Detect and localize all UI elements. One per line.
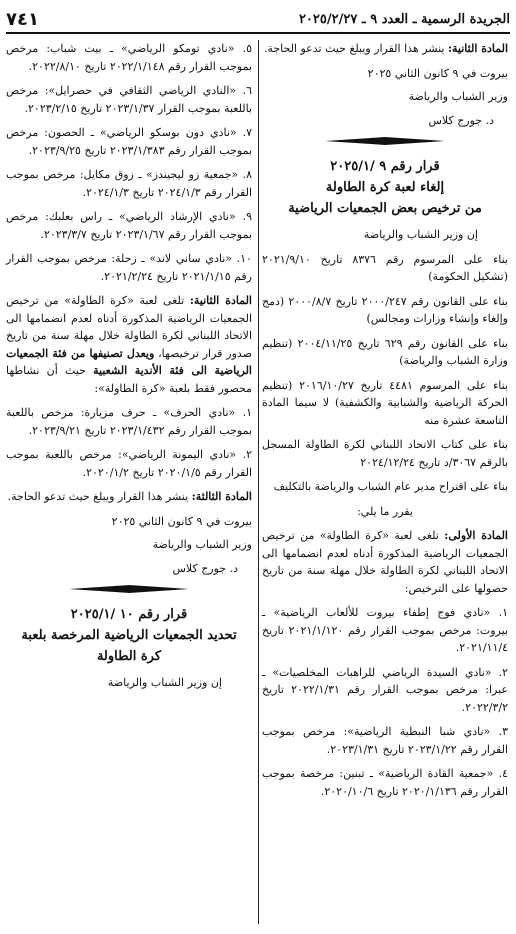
list-item: ٥. «نادي تومكو الرياضي» ـ بيت شباب: مرخص بموجب القرار رقم ٢٠٢٢/١/١٤٨ تاريخ ٢٠٢٢/٨/١٠. xyxy=(6,42,252,73)
article-2-ending: المادة الثانية: ينشر هذا القرار ويبلغ حيث تدعو الحاجة. xyxy=(263,42,508,55)
decision-title: قرار رقم ٩ /٢٠٢٥/١ xyxy=(330,159,440,174)
decision-title: قرار رقم ١٠ /٢٠٢٥/١ xyxy=(70,607,188,622)
section-divider xyxy=(6,583,252,595)
signer-title: وزير الشباب والرياضة xyxy=(408,90,508,103)
list-item: ٤. «جمعية القادة الرياضية» ـ تبنين: مرخصة بموجب القرار رقم ٢٠٢٠/١/١٣٦ تاريخ ٢٠٢٠/١٠/٦. xyxy=(262,767,508,798)
place-date: بيروت في ٩ كانون الثاني ٢٠٢٥ xyxy=(367,66,508,80)
article-3: المادة الثالثة: ينشر هذا القرار ويبلغ حيث تدعو الحاجة. xyxy=(7,490,252,503)
article-2: المادة الثانية: تلغى لعبة «كرة الطاولة» من ترخيص الجمعيات الرياضية المذكورة أدناه لعدم انضمامها الى الاتحاد اللبناني لكرة الطاولة خلال مهلة سنة من تاريخ صدور قرار ترخيصها، ويعدل تصنيفها من فئة الجمعيات الرياضية الى فئة الأندية الشعبية حيث أن نشاطها محصور فقط بلعبة «كرة الطاولة»: xyxy=(6,294,252,395)
signer-title: وزير الشباب والرياضة xyxy=(152,538,252,551)
decision-subject: تحديد الجمعيات الرياضية المرخصة بلعبة xyxy=(21,628,237,643)
recital: بناء على المرسوم رقم ٨٣٧٦ تاريخ ٢٠٢١/٩/١٠ (تشكيل الحكومة) xyxy=(262,252,508,283)
signer-name: د. جورج كلاس xyxy=(428,113,494,127)
decision-subject: إلغاء لعبة كرة الطاولة xyxy=(325,180,445,195)
list-item: ٢. «نادي السيدة الرياضي للراهبات المخلصيات» ـ عبرا: مرخص بموجب القرار رقم ٢٠٢٢/١/٣١ تاريخ ٢٠٢٢/٣/٢. xyxy=(262,665,508,714)
page-number: ٧٤١ xyxy=(6,8,39,30)
left-column xyxy=(6,40,252,699)
recital: بناء على القانون رقم ٦٢٩ تاريخ ٢٠٠٤/١١/٢٥ (تنظيم وزارة الشباب والرياضة) xyxy=(262,336,508,367)
signature-block xyxy=(6,513,252,578)
section-divider xyxy=(262,135,508,147)
decision-subject: من ترخيص بعض الجمعيات الرياضية xyxy=(288,201,482,216)
minister-intro: إن وزير الشباب والرياضة xyxy=(107,676,222,689)
article-1: المادة الأولى: تلغى لعبة «كرة الطاولة» من ترخيص الجمعيات الرياضية المذكورة أدناه لعدم انضمامها الى الاتحاد اللبناني لكرة الطاولة خلال مهلة سنة من تاريخ حصولها على الترخيص: xyxy=(262,529,508,595)
right-column xyxy=(262,40,508,807)
signature-block xyxy=(262,65,508,130)
list-item: ٦. «النادي الرياضي الثقافي في حصرايل»: مرخص باللعبة بموجب القرار ٢٠٢٣/١/٣٧ تاريخ ٢٠٢٣/٢/١٥. xyxy=(6,84,252,115)
list-item: ١. «نادي فوج إطفاء بيروت للألعاب الرياضية» ـ بيروت: مرخص بموجب القرار رقم ٢٠٢١/١/١٢٠ تاريخ ٢٠٢١/١١/٤. xyxy=(262,606,508,654)
list-item: ١. «نادي الحرف» ـ حرف مزيارة: مرخص باللعبة بموجب القرار رقم ٢٠٢٣/١/٤٣٢ تاريخ ٢٠٢٣/٩/٢١. xyxy=(6,406,252,437)
place-date: بيروت في ٩ كانون الثاني ٢٠٢٥ xyxy=(111,514,252,528)
recital: بناء على المرسوم ٤٤٨١ تاريخ ٢٠١٦/١٠/٢٧ (تنظيم الحركة الرياضية والشبابية والكشفية) لا سيما المادة التاسعة عشرة منه xyxy=(262,378,508,427)
gazette-title: الجريدة الرسمية ـ العدد ٩ ـ ٢٠٢٥/٢/٢٧ xyxy=(298,11,510,27)
list-item: ١٠. «نادي ساني لاند» ـ زحلة: مرخص بموجب القرار رقم ٢٠٢١/١/١٥ تاريخ ٢٠٢١/٢/٢٤. xyxy=(6,252,252,283)
decision-subject: كرة الطاولة xyxy=(96,649,162,664)
list-item: ٨. «جمعية زو ليجيندز» ـ زوق مكايل: مرخص بموجب القرار رقم ٢٠٢٤/١/٣ تاريخ ٢٠٢٤/١/٣. xyxy=(6,168,252,199)
list-item: ٧. «نادي دون بوسكو الرياضي» ـ الحصون: مرخص بموجب القرار رقم ٢٠٢٣/١/٣٨٣ تاريخ ٢٠٢٣/٩/٢٥. xyxy=(6,126,252,157)
list-item: ٢. «نادي اليمونة الرياضي»: مرخص باللعبة بموجب القرار رقم ٢٠٢٠/١/٥ تاريخ ٢٠٢٠/١/٢. xyxy=(6,448,252,479)
list-item: ٣. «نادي شبا النبطية الرياضية»: مرخص بموجب القرار رقم ٢٠٢٣/١/٢٢ تاريخ ٢٠٢٣/١/٣١. xyxy=(262,725,508,756)
decides-heading: يقرر ما يلي: xyxy=(357,504,413,518)
recital: بناء على القانون رقم ٢٠٠٠/٢٤٧ تاريخ ٢٠٠٠/٨/٧ (دمج وإلغاء وإنشاء وزارات ومجالس) xyxy=(262,294,508,325)
minister-intro: إن وزير الشباب والرياضة xyxy=(363,228,478,241)
list-item: ٩. «نادي الإرشاد الرياضي» ـ راس بعلبك: مرخص بموجب القرار رقم ٢٠٢٣/١/٦٧ تاريخ ٢٠٢٣/٣/٧. xyxy=(6,210,252,241)
column-divider xyxy=(258,40,259,924)
signer-name: د. جورج كلاس xyxy=(172,561,238,575)
recital: بناء على اقتراح مدير عام الشباب والرياضة بالتكليف xyxy=(273,480,508,493)
recital: بناء على كتاب الاتحاد اللبناني لكرة الطاولة المسجل بالرقم ٣٠٦٧/د تاريخ ٢٠٢٤/١٢/٢٤ xyxy=(262,438,508,469)
page-header xyxy=(6,6,510,34)
